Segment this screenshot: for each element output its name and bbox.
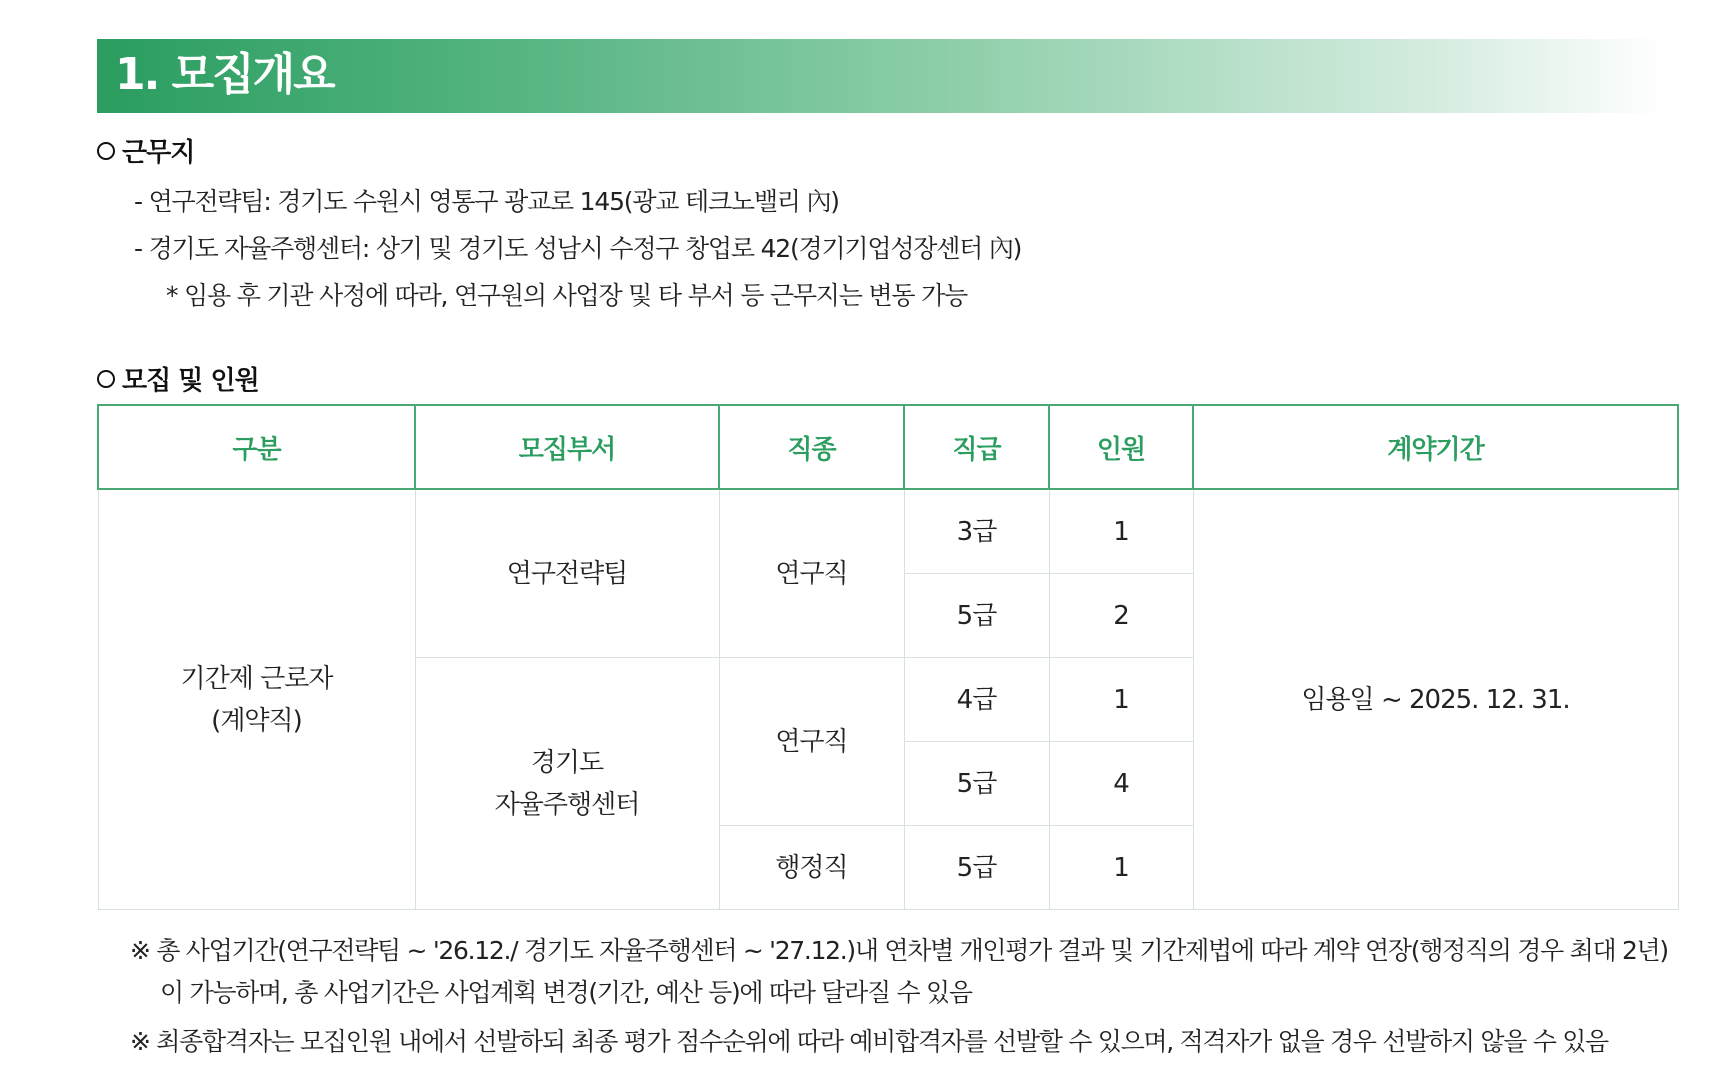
recruit-heading [97, 360, 259, 397]
workplace-heading [97, 132, 194, 169]
count-cell: 2 [1049, 574, 1193, 658]
job-cell-admin: 행정직 [719, 826, 904, 910]
note-line-2: 이 가능하며, 총 사업기간은 사업계획 변경(기간, 예산 등)에 따라 달라질 수 있음 [160, 978, 972, 1007]
job-cell-research-2: 연구직 [719, 658, 904, 826]
section-banner [97, 39, 1667, 113]
job-cell-research-1: 연구직 [719, 489, 904, 658]
grade-cell: 5급 [904, 742, 1049, 826]
circle-bullet-icon [97, 142, 115, 160]
dept-cell-strategy: 연구전략팀 [415, 489, 719, 658]
note-line-1: ※ 총 사업기간(연구전략팀 ~ '26.12./ 경기도 자율주행센터 ~ '27.12.)내 연차별 개인평가 결과 및 기간제법에 따라 계약 연장(행정직의 경우 최대 2년) [130, 936, 1668, 965]
recruit-heading-text: 모집 및 인원 [122, 366, 259, 396]
workplace-line-2: - 경기도 자율주행센터: 상기 및 경기도 성남시 수정구 창업로 42(경기기업성장센터 內) [134, 234, 1022, 263]
header-period: 계약기간 [1193, 405, 1678, 489]
recruit-table [97, 404, 1679, 910]
header-job-type: 직종 [719, 405, 904, 489]
section-title: 1. 모집개요 [115, 49, 334, 100]
workplace-line-1: - 연구전략팀: 경기도 수원시 영통구 광교로 145(광교 테크노밸리 內) [134, 187, 839, 216]
count-cell: 1 [1049, 489, 1193, 574]
circle-bullet-icon [97, 370, 115, 388]
count-cell: 1 [1049, 826, 1193, 910]
grade-cell: 4급 [904, 658, 1049, 742]
period-cell: 임용일 ~ 2025. 12. 31. [1193, 489, 1678, 910]
header-grade: 직급 [904, 405, 1049, 489]
header-category: 구분 [98, 405, 415, 489]
table-row [98, 489, 1678, 574]
count-cell: 4 [1049, 742, 1193, 826]
grade-cell: 5급 [904, 574, 1049, 658]
workplace-note: * 임용 후 기관 사정에 따라, 연구원의 사업장 및 타 부서 등 근무지는 변동 가능 [166, 281, 968, 310]
table-header-row [98, 405, 1678, 489]
dept-cell-autonomous: 경기도 자율주행센터 [415, 658, 719, 910]
count-cell: 1 [1049, 658, 1193, 742]
header-department: 모집부서 [415, 405, 719, 489]
category-cell: 기간제 근로자 (계약직) [98, 489, 415, 910]
workplace-heading-text: 근무지 [122, 138, 195, 168]
note-line-3: ※ 최종합격자는 모집인원 내에서 선발하되 최종 평가 점수순위에 따라 예비합격자를 선발할 수 있으며, 적격자가 없을 경우 선발하지 않을 수 있음 [130, 1027, 1608, 1056]
header-count: 인원 [1049, 405, 1193, 489]
grade-cell: 5급 [904, 826, 1049, 910]
grade-cell: 3급 [904, 489, 1049, 574]
